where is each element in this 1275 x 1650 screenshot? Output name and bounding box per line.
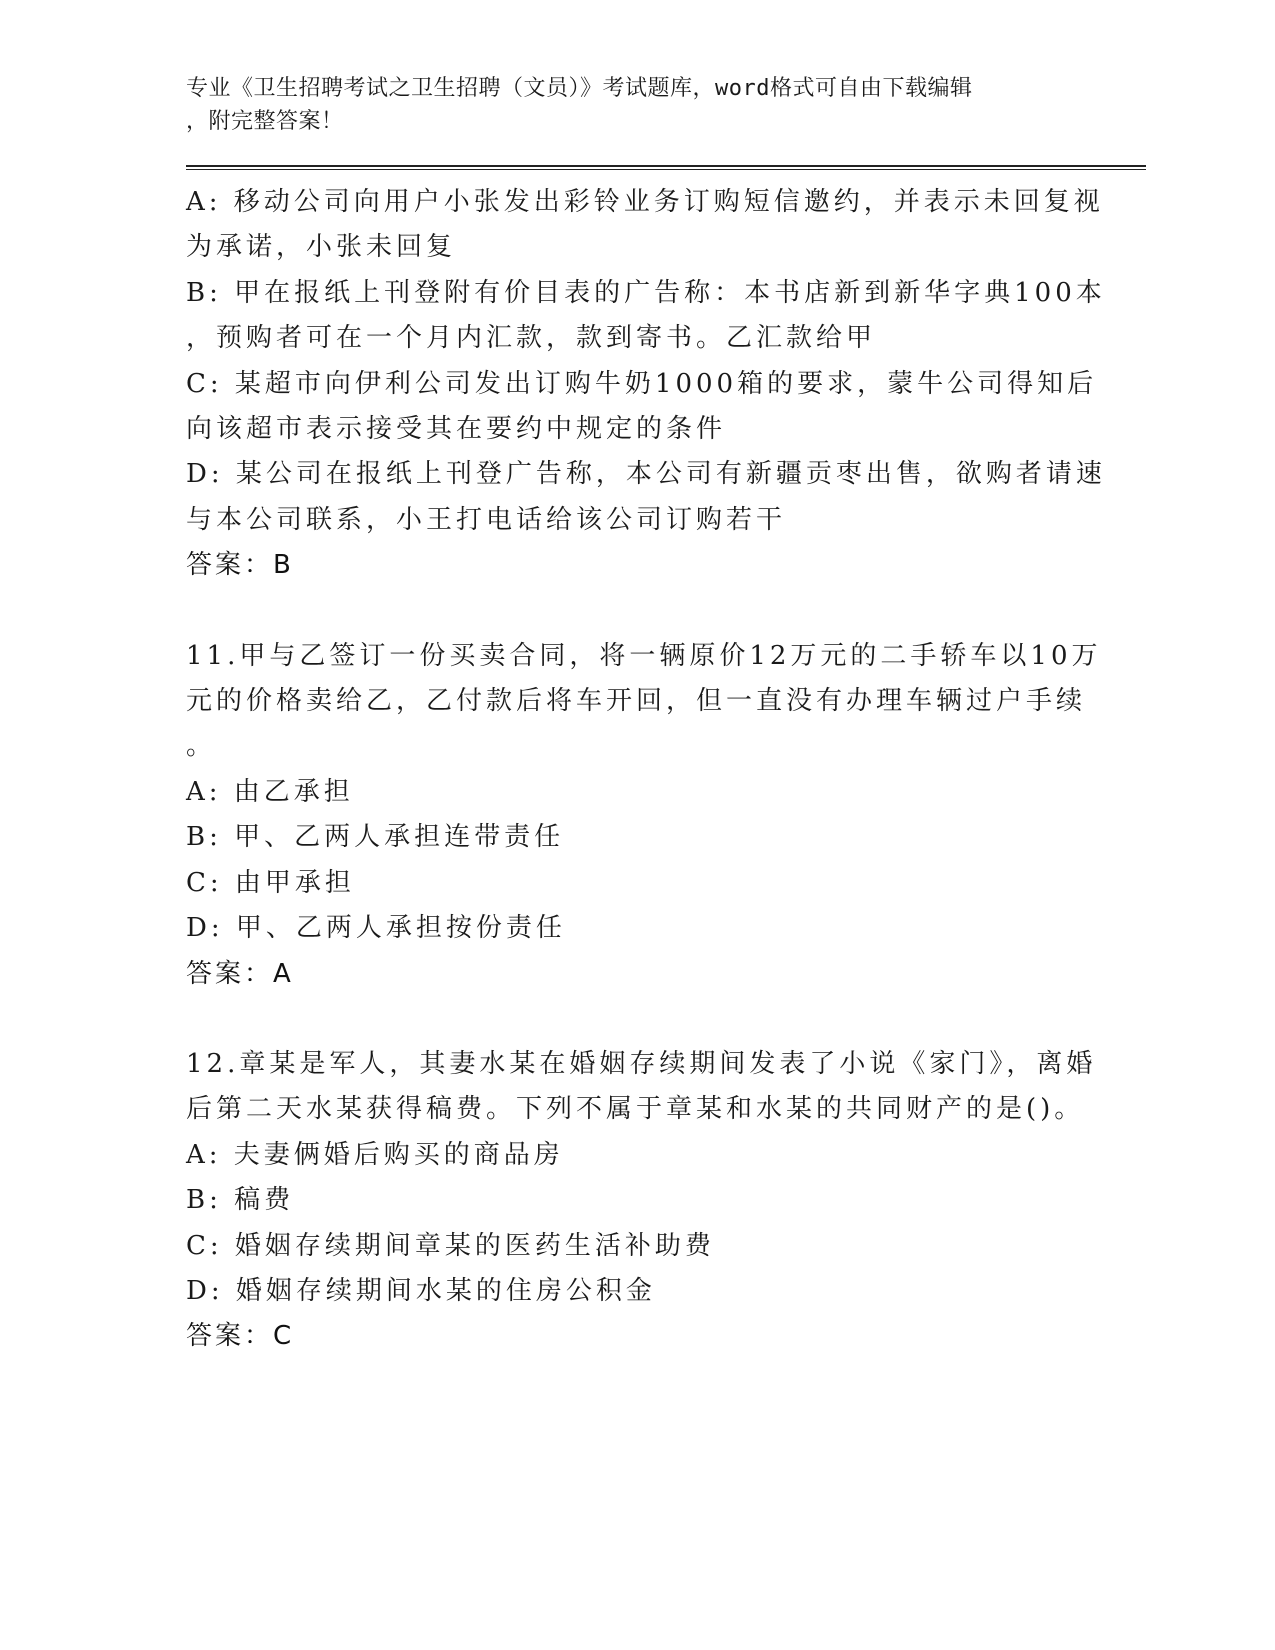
question-stem-line-3: 。 [186, 731, 217, 762]
question-list [186, 180, 1146, 1360]
question-10 [186, 180, 1146, 589]
answer-11: 答案：A [186, 958, 294, 989]
option-d-line-1: D: 某公司在报纸上刊登广告称，本公司有新疆贡枣出售，欲购者请速 [186, 459, 1106, 490]
question-stem-line-1: 12.章某是军人，其妻水某在婚姻存续期间发表了小说《家门》，离婚 [186, 1048, 1097, 1079]
option-b-line-1: B: 甲在报纸上刊登附有价目表的广告称：本书店新到新华字典100本 [186, 277, 1106, 308]
option-c-line-2: 向该超市表示接受其在要约中规定的条件 [186, 414, 727, 445]
option-c: C: 由甲承担 [186, 867, 355, 898]
option-a-line-2: 为承诺，小张未回复 [186, 232, 457, 263]
header-divider [186, 165, 1146, 170]
question-11 [186, 634, 1146, 997]
document-header [186, 72, 1066, 138]
option-a: A: 由乙承担 [186, 776, 354, 807]
question-stem-line-2: 后第二天水某获得稿费。下列不属于章某和水某的共同财产的是()。 [186, 1094, 1085, 1125]
answer-12: 答案：C [186, 1321, 295, 1352]
option-c-line-1: C: 某超市向伊利公司发出订购牛奶1000箱的要求，蒙牛公司得知后 [186, 368, 1098, 399]
option-a-line-1: A: 移动公司向用户小张发出彩铃业务订购短信邀约，并表示未回复视 [186, 187, 1104, 217]
header-line-1: 专业《卫生招聘考试之卫生招聘（文员）》考试题库，word格式可自由下载编辑 [186, 76, 973, 101]
option-c: C: 婚姻存续期间章某的医药生活补助费 [186, 1230, 715, 1261]
question-12 [186, 1042, 1146, 1360]
spacer [186, 589, 1146, 634]
spacer [186, 997, 1146, 1042]
option-d-line-2: 与本公司联系，小王打电话给该公司订购若干 [186, 504, 787, 535]
option-b: B: 稿费 [186, 1185, 295, 1216]
question-stem-line-2: 元的价格卖给乙，乙付款后将车开回，但一直没有办理车辆过户手续 [186, 686, 1087, 717]
option-a: A: 夫妻俩婚后购买的商品房 [186, 1139, 564, 1170]
answer-10: 答案：B [186, 550, 294, 581]
option-b-line-2: ，预购者可在一个月内汇款，款到寄书。乙汇款给甲 [186, 323, 877, 354]
document-page [186, 72, 1146, 1360]
header-line-2: ，附完整答案！ [186, 109, 344, 134]
question-stem-line-1: 11.甲与乙签订一份买卖合同，将一辆原价12万元的二手轿车以10万 [186, 640, 1102, 671]
option-b: B: 甲、乙两人承担连带责任 [186, 822, 565, 853]
option-d: D: 婚姻存续期间水某的住房公积金 [186, 1275, 656, 1306]
option-d: D: 甲、乙两人承担按份责任 [186, 913, 566, 944]
